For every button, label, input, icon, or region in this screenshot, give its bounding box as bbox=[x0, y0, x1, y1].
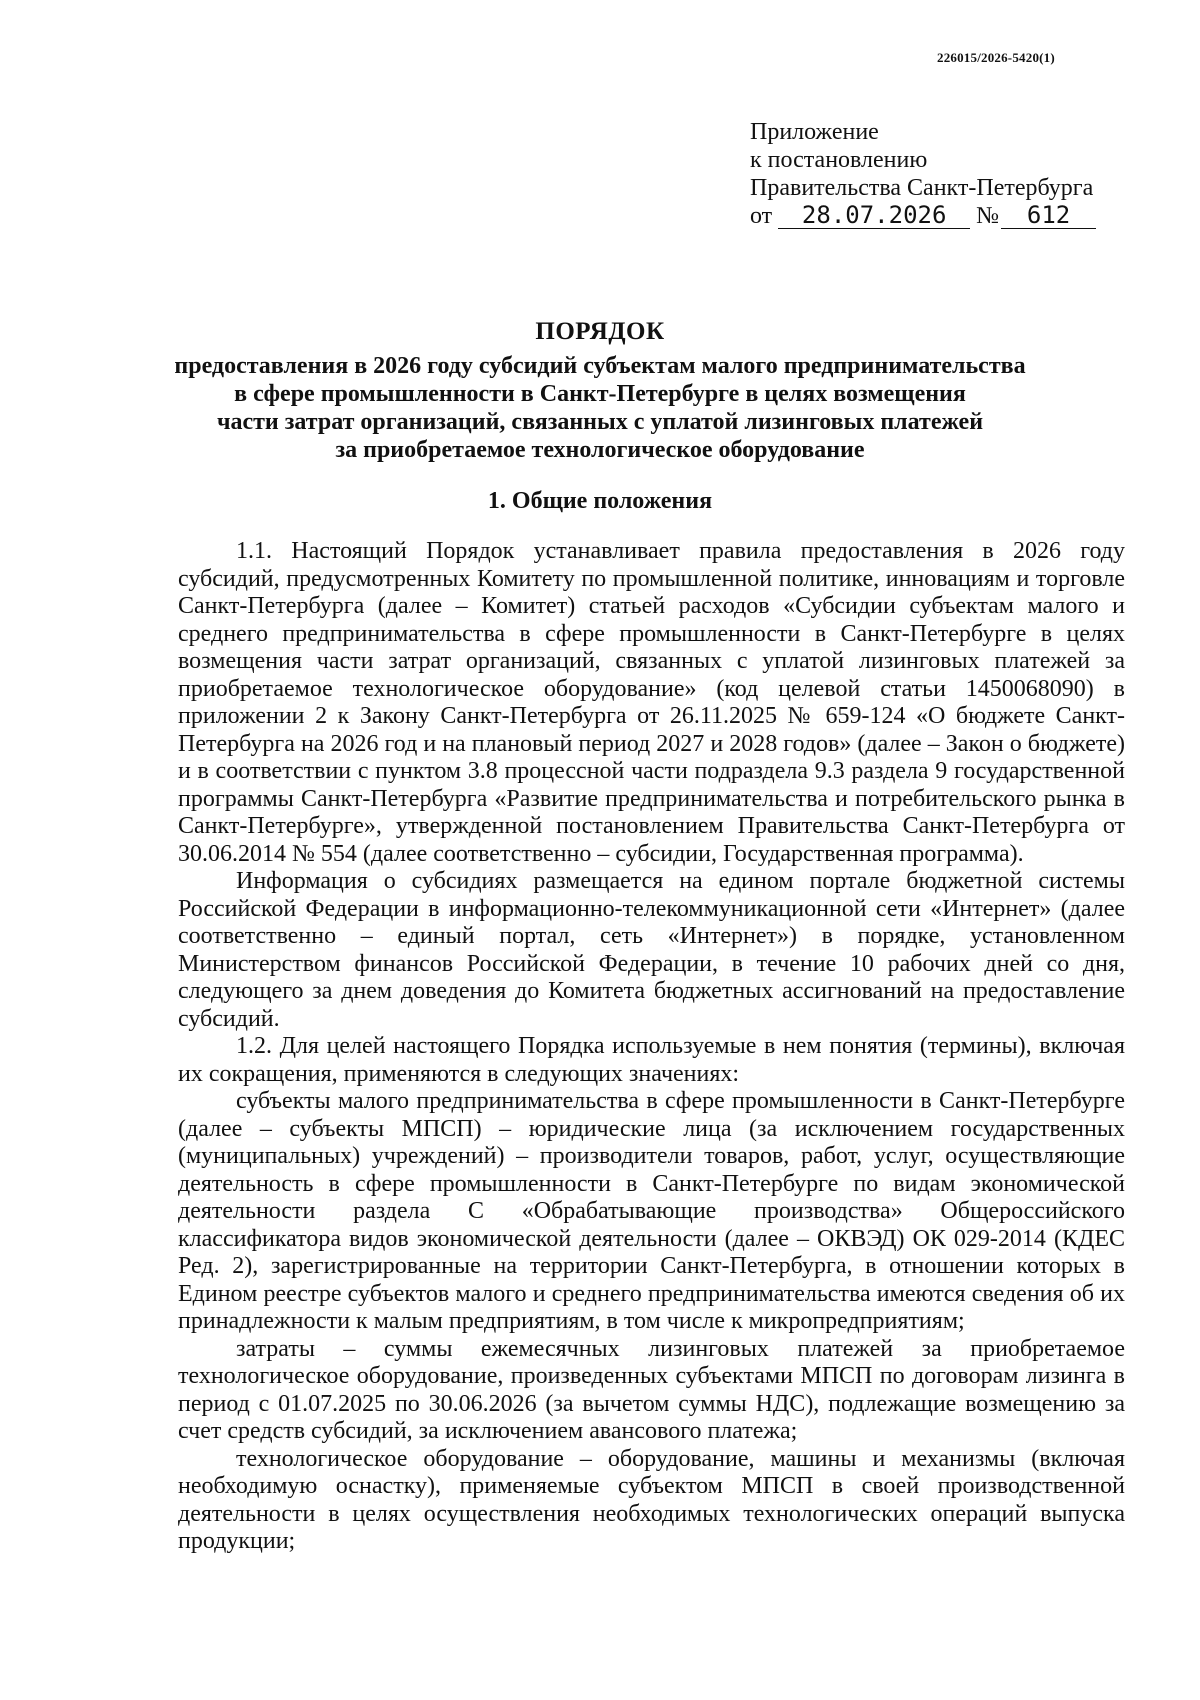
definition-equipment: технологическое оборудование – оборудование, машины и механизмы (включая необходимую оснастку), применяемые субъектом МПСП в своей производственной деятельности в целях осуществления необходимых технологических операций выпуска продукции; bbox=[178, 1445, 1125, 1554]
appendix-date-line bbox=[750, 202, 1096, 230]
section-heading: 1. Общие положения bbox=[487, 488, 713, 514]
title-line-2: в сфере промышленности в Санкт-Петербурге в целях возмещения bbox=[234, 381, 966, 407]
document-registration-number: 226015/2026-5420(1) bbox=[937, 50, 1055, 65]
appendix-line-3: Правительства Санкт-Петербурга bbox=[750, 175, 1094, 201]
date-prefix: от bbox=[750, 203, 773, 229]
definition-costs: затраты – суммы ежемесячных лизинговых платежей за приобретаемое технологическое оборудование, произведенных субъектами МПСП по договорам лизинга в период с 01.07.2025 по 30.06.2026 (за вычетом суммы НДС), подлежащие возмещению за счет средств субсидий, за исключением авансового платежа; bbox=[178, 1335, 1125, 1444]
title-main: ПОРЯДОК bbox=[535, 318, 665, 345]
appendix-line-2: к постановлению bbox=[750, 147, 928, 173]
number-prefix: № bbox=[976, 203, 1000, 229]
appendix-block bbox=[750, 118, 1096, 230]
definition-subjects: субъекты малого предпринимательства в сфере промышленности в Санкт-Петербурге (далее – субъекты МПСП) – юридические лица (за исключением государственных (муниципальных) учреждений) – производители товаров, работ, услуг, осуществляющие деятельность в сфере промышленности в Санкт-Петербурге по видам экономической деятельности раздела С «Обрабатывающие производства» Общероссийского классификатора видов экономической деятельности (далее – ОКВЭД) ОК 029-2014 (КДЕС Ред. 2), зарегистрированные на территории Санкт-Петербурга, в отношении которых в Едином реестре субъектов малого и среднего предпринимательства имеются сведения об их принадлежности к малым предприятиям, в том числе к микропредприятиям; bbox=[178, 1088, 1125, 1334]
body-text bbox=[178, 538, 1125, 1556]
title-line-3: части затрат организаций, связанных с уплатой лизинговых платежей bbox=[216, 409, 984, 435]
paragraph-1-1: 1.1. Настоящий Порядок устанавливает правила предоставления в 2026 году субсидий, предусмотренных Комитету по промышленной политике, инновациям и торговле Санкт-Петербурга (далее – Комитет) статьей расходов «Субсидии субъектам малого и среднего предпринимательства в сфере промышленности в Санкт-Петербурге в целях возмещения части затрат организаций, связанных с уплатой лизинговых платежей за приобретаемое технологическое оборудование» (код целевой статьи 1450068090) в приложении 2 к Закону Санкт-Петербурга от 26.11.2025 № 659-124 «О бюджете Санкт-Петербурга на 2026 год и на плановый период 2027 и 2028 годов» (далее – Закон о бюджете) и в соответствии с пунктом 3.8 процессной части подраздела 9.3 раздела 9 государственной программы Санкт-Петербурга «Развитие предпринимательства и потребительского рынка в Санкт-Петербурге», утвержденной постановлением Правительства Санкт-Петербурга от 30.06.2014 № 554 (далее соответственно – субсидии, Государственная программа). bbox=[178, 538, 1125, 867]
document-title bbox=[0, 318, 1200, 464]
decree-number: 612 bbox=[1001, 202, 1096, 229]
appendix-line-1: Приложение bbox=[750, 119, 879, 145]
paragraph-1-2: 1.2. Для целей настоящего Порядка используемые в нем понятия (термины), включая их сокращения, применяются в следующих значениях: bbox=[178, 1033, 1125, 1087]
title-line-4: за приобретаемое технологическое оборудование bbox=[335, 437, 865, 463]
decree-date: 28.07.2026 bbox=[778, 202, 970, 229]
paragraph-info: Информация о субсидиях размещается на едином портале бюджетной системы Российской Федерации в информационно-телекоммуникационной сети «Интернет» (далее соответственно – единый портал, сеть «Интернет») в порядке, установленном Министерством финансов Российской Федерации, в течение 10 рабочих дней со дня, следующего за днем доведения до Комитета бюджетных ассигнований на предоставление субсидий. bbox=[178, 868, 1125, 1032]
title-line-1: предоставления в 2026 году субсидий субъектам малого предпринимательства bbox=[174, 353, 1026, 379]
